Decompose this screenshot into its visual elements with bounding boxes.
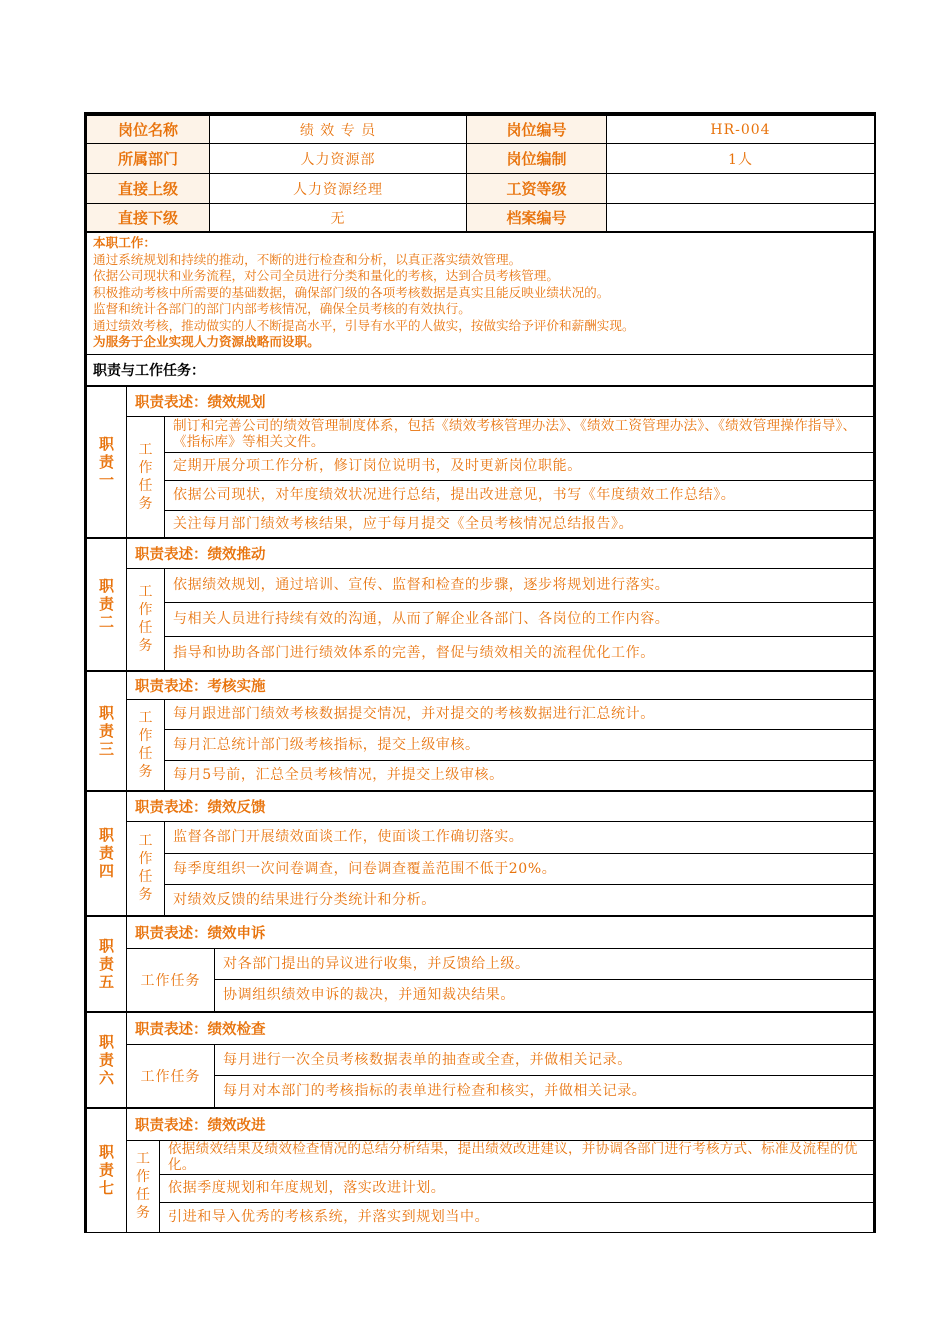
position-code-value: HR-004 [607, 116, 875, 144]
task-label: 工作任务 [127, 948, 215, 1011]
duty-block [86, 916, 874, 1012]
intro-title: 本职工作： [93, 235, 156, 250]
intro-line: 依据公司现状和业务流程，对公司全员进行分类和量化的考核，达到合员考核管理。 [93, 268, 559, 283]
task-item: 每月跟进部门绩效考核数据提交情况，并对提交的考核数据进行汇总统计。 [165, 699, 874, 729]
duty-block [86, 1108, 874, 1233]
task-item: 每月汇总统计部门级考核指标，提交上级审核。 [165, 729, 874, 760]
duty-title: 职责表述：绩效改进 [127, 1108, 874, 1140]
duty-title: 职责表述：绩效申诉 [127, 916, 874, 948]
intro-line: 监督和统计各部门的部门内部考核情况，确保全员考核的有效执行。 [93, 301, 471, 316]
task-item: 指导和协助各部门进行绩效体系的完善，督促与绩效相关的流程优化工作。 [165, 636, 874, 670]
duty-block [86, 791, 874, 916]
task-label: 工 作 任 务 [127, 1140, 160, 1232]
task-item: 每月进行一次全员考核数据表单的抽查或全查，并做相关记录。 [215, 1044, 874, 1075]
task-item: 依据季度规划和年度规划，落实改进计划。 [160, 1174, 874, 1202]
subordinate-label: 直接下级 [87, 204, 210, 232]
task-label: 工 作 任 务 [127, 821, 165, 915]
archive-code-label: 档案编号 [467, 204, 607, 232]
task-item: 监督各部门开展绩效面谈工作，使面谈工作确切落实。 [165, 821, 874, 853]
salary-grade-value [607, 174, 875, 204]
archive-code-value [607, 204, 875, 232]
task-item: 关注每月部门绩效考核结果，应于每月提交《全员考核情况总结报告》。 [165, 510, 874, 537]
task-item: 依据绩效结果及绩效检查情况的总结分析结果，提出绩效改进建议，并协调各部门进行考核方式、标准及流程的优化。 [160, 1140, 874, 1174]
intro-line: 通过系统规划和持续的推动，不断的进行检查和分析，以真正落实绩效管理。 [93, 251, 522, 267]
duty-label: 职 责 三 [87, 671, 127, 790]
headcount-value: 1人 [607, 144, 875, 174]
intro-line: 积极推动考核中所需要的基础数据，确保部门级的各项考核数据是真实且能反映业绩状况的。 [93, 284, 610, 300]
intro-table [86, 232, 874, 386]
duty-label-char: 责 [98, 452, 114, 471]
superior-label: 直接上级 [87, 174, 210, 204]
duty-label-char: 职 [98, 434, 114, 453]
intro-closing: 为服务于企业实现人力资源战略而设职。 [93, 334, 320, 349]
task-item: 与相关人员进行持续有效的沟通，从而了解企业各部门、各岗位的工作内容。 [165, 602, 874, 636]
department-value: 人力资源部 [210, 144, 467, 174]
department-label: 所属部门 [87, 144, 210, 174]
job-description-sheet [84, 112, 876, 1233]
task-item: 引进和导入优秀的考核系统，并落实到规划当中。 [160, 1202, 874, 1232]
subordinate-value: 无 [210, 204, 467, 232]
position-code-label: 岗位编号 [467, 116, 607, 144]
duty-label: 职 责 四 [87, 791, 127, 915]
duty-block [86, 538, 874, 671]
task-item: 制订和完善公司的绩效管理制度体系，包括《绩效考核管理办法》、《绩效工资管理办法》、《绩效管理操作指导》、《指标库》等相关文件。 [165, 416, 874, 452]
task-label: 工作任务 [127, 1044, 215, 1107]
duty-label: 职 责 六 [87, 1012, 127, 1107]
task-item: 依据公司现状，对年度绩效状况进行总结，提出改进意见，书写《年度绩效工作总结》。 [165, 480, 874, 510]
task-item: 定期开展分项工作分析，修订岗位说明书，及时更新岗位职能。 [165, 452, 874, 480]
duty-block [86, 671, 874, 791]
task-item: 每月对本部门的考核指标的表单进行检查和核实，并做相关记录。 [215, 1075, 874, 1107]
intro-block [87, 233, 874, 355]
task-label: 工 作 任 务 [127, 416, 165, 537]
task-item: 对绩效反馈的结果进行分类统计和分析。 [165, 884, 874, 915]
task-item: 每季度组织一次问卷调查，问卷调查覆盖范围不低于20%。 [165, 853, 874, 884]
duty-title: 职责表述：绩效推动 [127, 538, 874, 568]
headcount-label: 岗位编制 [467, 144, 607, 174]
position-name-label: 岗位名称 [87, 116, 210, 144]
duty-label [87, 386, 127, 537]
duty-block [86, 386, 874, 538]
duty-block [86, 1012, 874, 1108]
task-item: 对各部门提出的异议进行收集，并反馈给上级。 [215, 948, 874, 979]
duty-title: 职责表述：绩效反馈 [127, 791, 874, 821]
duty-title: 职责表述：绩效检查 [127, 1012, 874, 1044]
duty-label: 职 责 五 [87, 916, 127, 1011]
duty-title: 职责表述：考核实施 [127, 671, 874, 699]
duty-label-char: 一 [98, 470, 114, 489]
position-name-value: 绩 效 专 员 [210, 116, 467, 144]
section-title: 职责与工作任务： [87, 354, 874, 385]
duty-label: 职 责 七 [87, 1108, 127, 1232]
superior-value: 人力资源经理 [210, 174, 467, 204]
duty-title: 职责表述：绩效规划 [127, 386, 874, 416]
duty-label: 职 责 二 [87, 538, 127, 670]
task-item: 每月5号前，汇总全员考核情况，并提交上级审核。 [165, 760, 874, 790]
header-table [86, 115, 875, 232]
task-item: 协调组织绩效申诉的裁决，并通知裁决结果。 [215, 979, 874, 1011]
task-label: 工 作 任 务 [127, 699, 165, 790]
intro-line: 通过绩效考核，推动做实的人不断提高水平，引导有水平的人做实，按做实给予评价和薪酬实现。 [93, 317, 635, 333]
salary-grade-label: 工资等级 [467, 174, 607, 204]
task-label: 工 作 任 务 [127, 568, 165, 670]
task-item: 依据绩效规划，通过培训、宣传、监督和检查的步骤，逐步将规划进行落实。 [165, 568, 874, 602]
